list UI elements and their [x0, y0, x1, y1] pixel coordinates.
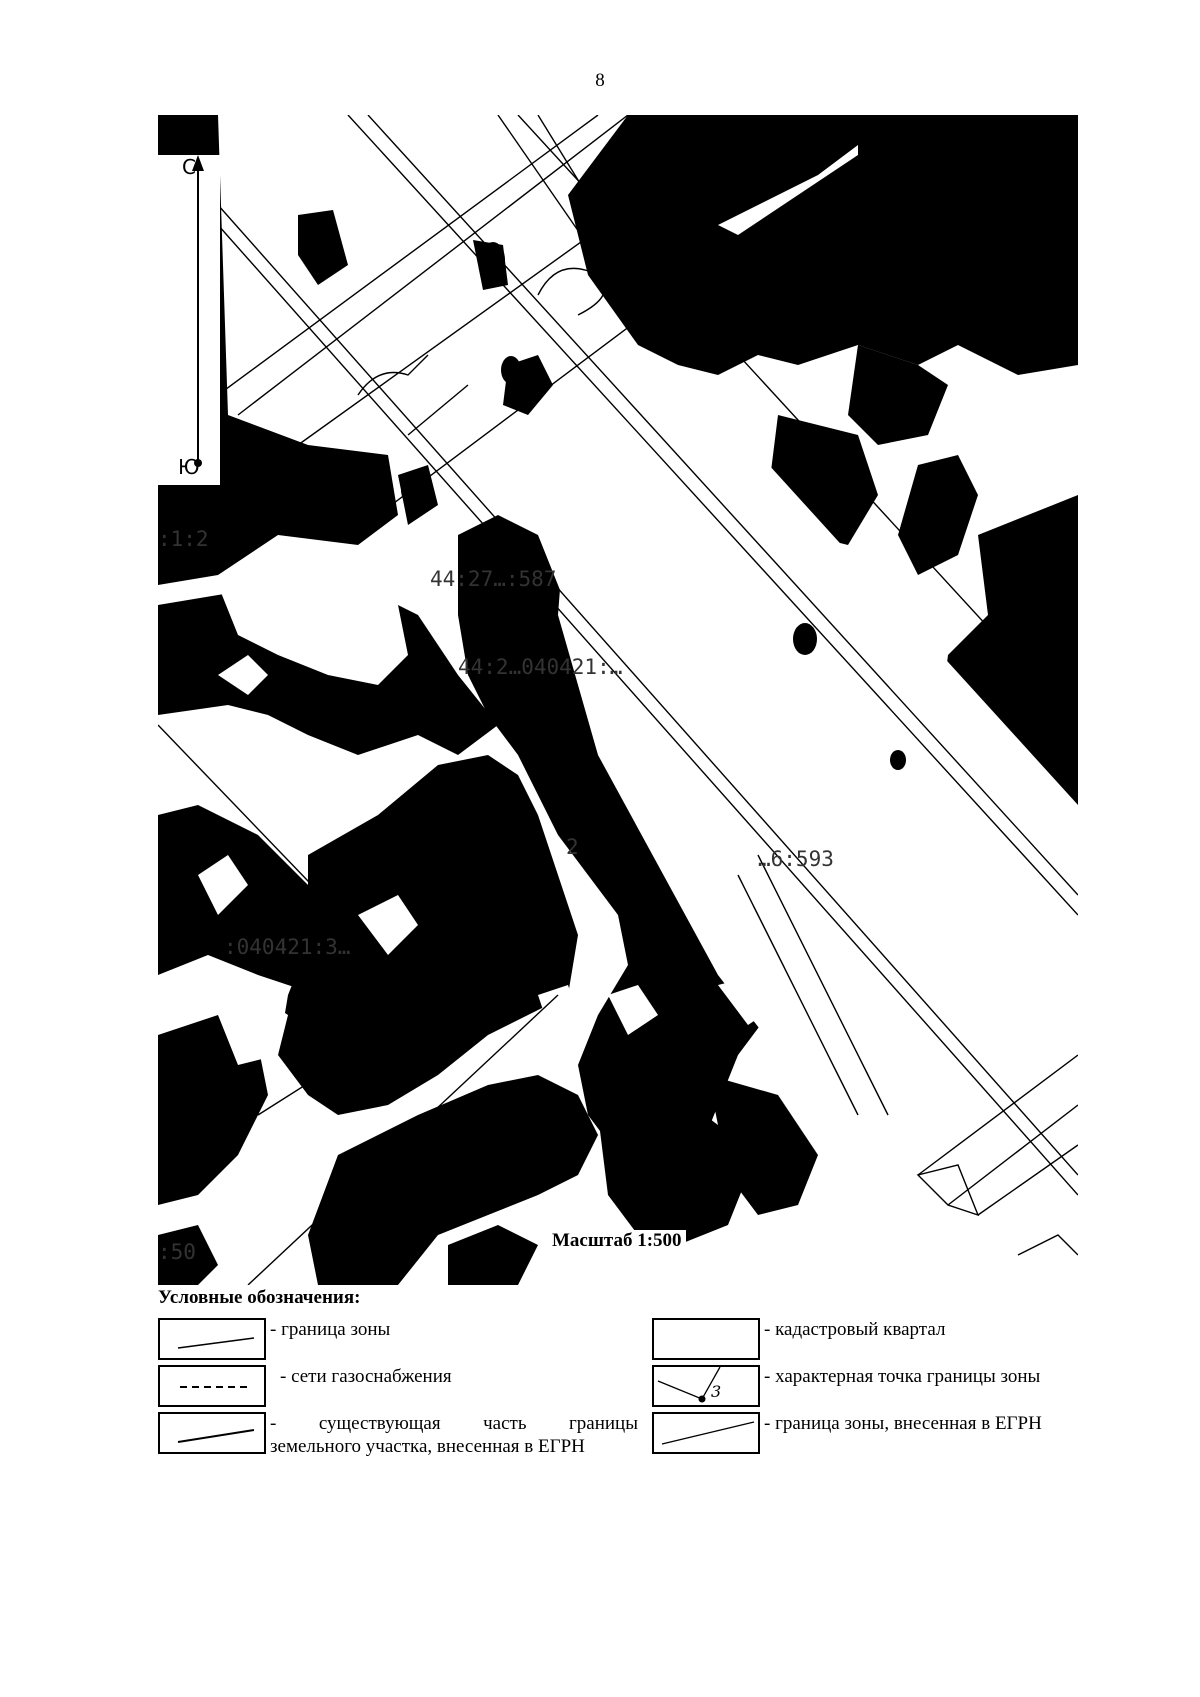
zone-boundary-line-icon: [158, 1318, 266, 1360]
parcel-label-4: :040421:3…: [224, 935, 351, 959]
legend-text-zone-boundary: - граница зоны: [270, 1319, 391, 1340]
cadastral-map: [158, 115, 1078, 1285]
edge-label-bottom: :50: [158, 1240, 196, 1264]
legend-text-characteristic-point: - характерная точка границы зоны: [764, 1366, 1041, 1387]
legend-title: Условные обозначения:: [158, 1287, 361, 1308]
gas-network-dashed-line-icon: [158, 1365, 266, 1407]
legend-item-gas-network: [158, 1365, 452, 1407]
legend-item-zone-boundary: [158, 1318, 390, 1360]
legend-text-parcel-boundary-line2: земельного участка, внесенная в ЕГРН: [270, 1436, 585, 1457]
parcel-label-2: 44:2…040421:…: [458, 655, 623, 679]
legend-item-parcel-boundary: [158, 1412, 638, 1458]
point-label-2: 2: [566, 835, 579, 859]
legend-item-cadastral-quarter: [652, 1318, 945, 1360]
south-letter: Ю: [178, 455, 200, 479]
legend-text-gas-network: - сети газоснабжения: [280, 1366, 452, 1387]
legend-text-registered-zone-boundary: - граница зоны, внесенная в ЕГРН: [764, 1413, 1042, 1434]
quarter-label-left: :1:2: [158, 527, 209, 551]
characteristic-point-icon: [652, 1365, 760, 1407]
parcel-boundary-line-icon: [158, 1412, 266, 1454]
legend-text-parcel-boundary: [270, 1412, 638, 1458]
north-letter: С: [182, 155, 196, 179]
registered-zone-boundary-icon: [652, 1412, 760, 1454]
parcel-label-3: …6:593: [758, 847, 834, 871]
legend-text-parcel-boundary-line1: - существующая часть границы: [270, 1413, 638, 1434]
page-number: 8: [595, 70, 605, 91]
legend-item-registered-zone-boundary: [652, 1412, 1042, 1454]
north-arrow-icon: [158, 155, 220, 485]
map-scale: Масштаб 1:500: [548, 1230, 686, 1252]
point-number-label: 3: [711, 1382, 722, 1401]
legend-text-cadastral-quarter: - кадастровый квартал: [764, 1319, 946, 1340]
map-drawing: [158, 115, 1078, 1285]
parcel-label-1: 44:27…:587: [430, 567, 557, 591]
legend-item-characteristic-point: [652, 1365, 1040, 1407]
cadastral-quarter-icon: [652, 1318, 760, 1360]
north-arrow: [158, 155, 220, 485]
